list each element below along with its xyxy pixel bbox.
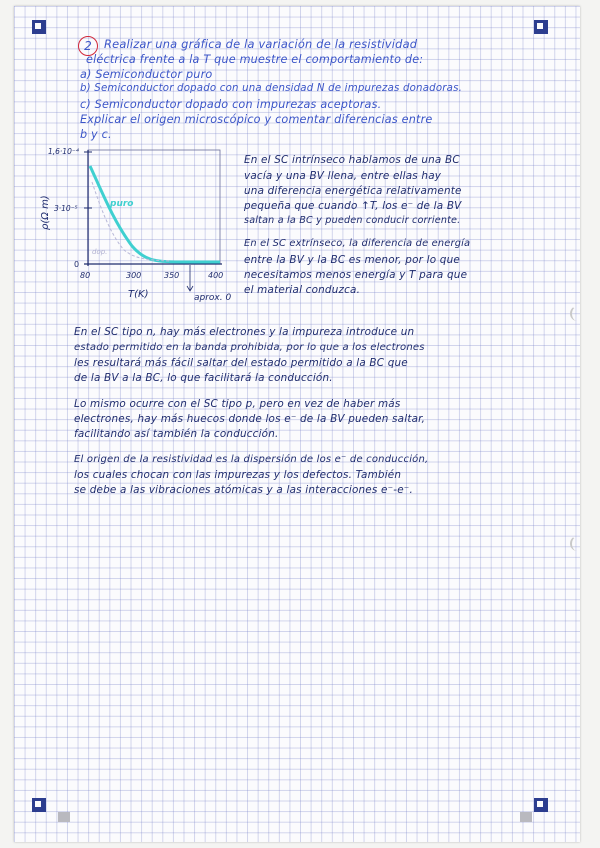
problem-line: a) Semiconductor puro	[80, 68, 213, 81]
ring-hole-1	[570, 306, 584, 321]
text-line: estado permitido en la banda prohibida, por lo que a los electrones	[74, 342, 425, 353]
text-line: el material conduzca.	[244, 284, 361, 296]
text-line: necesitamos menos energía y T para que	[244, 269, 468, 281]
text-line: Lo mismo ocurre con el SC tipo p, pero en vez de haber más	[74, 398, 401, 410]
problem-line: b y c.	[80, 128, 112, 141]
text-line: El origen de la resistividad es la dispersión de los e⁻ de conducción,	[74, 454, 429, 465]
text-line: vacía y una BV llena, entre ellas hay	[244, 170, 442, 182]
curve-pure	[90, 166, 220, 262]
text-line: se debe a las vibraciones atómicas y a las interacciones e⁻-e⁻.	[74, 484, 413, 496]
text-line: les resultará más fácil saltar del estado permitido a la BC que	[74, 357, 408, 369]
problem-line: eléctrica frente a la T que muestre el comportamiento de:	[86, 53, 424, 66]
curve-label-doped: dop.	[92, 248, 108, 256]
corner-mark-bottom-right	[534, 798, 548, 812]
text-line: electrones, hay más huecos donde los e⁻ de la BV pueden saltar,	[74, 413, 426, 425]
text-line: los cuales chocan con las impurezas y los defectos. También	[74, 469, 402, 481]
x-tick-label: 350	[164, 271, 180, 280]
text-line: pequeña que cuando ↑T, los e⁻ de la BV	[244, 200, 462, 212]
problem-number: 2	[78, 36, 98, 56]
aprox-note: aprox. 0	[194, 293, 232, 302]
curve-label-pure: puro	[110, 199, 134, 209]
problem-line: Realizar una gráfica de la variación de la resistividad	[104, 37, 418, 51]
y-tick-zero-label: 0	[74, 260, 80, 269]
y-axis-label: ρ(Ω m)	[40, 195, 51, 230]
x-tick-label: 300	[126, 271, 142, 280]
ring-hole-2	[570, 536, 584, 551]
x-axis-label: T(K)	[128, 289, 149, 300]
resistivity-graph	[40, 142, 240, 302]
text-line: En el SC extrínseco, la diferencia de energía	[244, 238, 471, 249]
corner-mark-top-right	[534, 20, 548, 34]
corner-gray-bottom-left	[58, 812, 70, 822]
text-line: entre la BV y la BC es menor, por lo que	[244, 254, 460, 266]
corner-mark-top-left	[32, 20, 46, 34]
corner-gray-bottom-right	[520, 812, 532, 822]
problem-line: Explicar el origen microscópico y comentar diferencias entre	[80, 113, 433, 126]
x-tick-label: 400	[208, 271, 224, 280]
text-line: En el SC intrínseco hablamos de una BC	[244, 154, 460, 166]
text-line: En el SC tipo n, hay más electrones y la impureza introduce un	[74, 326, 415, 338]
text-line: una diferencia energética relativamente	[244, 185, 462, 197]
text-line: de la BV a la BC, lo que facilitará la conducción.	[74, 372, 333, 384]
y-tick-top-label: 1,6·10⁻⁴	[48, 147, 79, 156]
text-line: saltan a la BC y pueden conducir corriente.	[244, 215, 461, 226]
x-tick-label: 80	[80, 271, 91, 280]
corner-mark-bottom-left	[32, 798, 46, 812]
problem-line: b) Semiconductor dopado con una densidad N de impurezas donadoras.	[80, 83, 463, 94]
text-line: facilitando así también la conducción.	[74, 428, 279, 440]
problem-line: c) Semiconductor dopado con impurezas aceptoras.	[80, 98, 382, 111]
y-tick-mid-label: 3·10⁻⁵	[54, 204, 78, 213]
